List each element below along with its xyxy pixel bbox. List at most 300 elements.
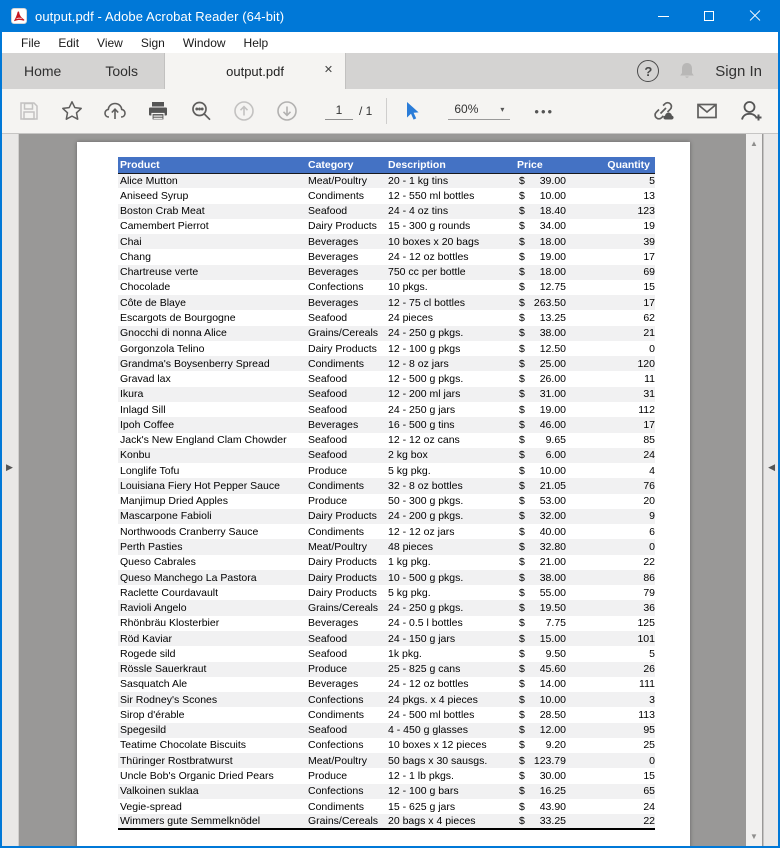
cell-qty: 26 bbox=[573, 662, 655, 677]
cell-qty: 0 bbox=[573, 753, 655, 768]
cell-desc: 24 - 0.5 l bottles bbox=[388, 617, 463, 630]
cell-product: Sirop d'érable bbox=[120, 708, 185, 721]
cell-product: Rhönbräu Klosterbier bbox=[120, 617, 220, 630]
cell-desc: 2 kg box bbox=[386, 448, 511, 463]
cell-qty: 31 bbox=[573, 387, 655, 402]
cell-desc: 20 bags x 4 pieces bbox=[386, 814, 511, 829]
cell-price bbox=[511, 295, 573, 310]
right-pane-strip[interactable] bbox=[763, 134, 778, 846]
cell-desc: 24 - 12 oz bottles bbox=[388, 250, 469, 263]
zoom-control[interactable] bbox=[448, 102, 510, 120]
cell-product: Manjimup Dried Apples bbox=[120, 495, 228, 508]
cell-product: Inlagd Sill bbox=[120, 403, 166, 416]
tab-tools[interactable]: Tools bbox=[105, 63, 139, 79]
notifications-bell-icon[interactable] bbox=[677, 60, 697, 82]
cell-category: Seafood bbox=[306, 387, 386, 402]
cell-price bbox=[511, 799, 573, 814]
currency-symbol: $ bbox=[519, 403, 525, 416]
cell-qty: 85 bbox=[643, 434, 655, 447]
price-amount: 9.20 bbox=[545, 739, 566, 752]
table-row bbox=[118, 463, 655, 478]
profile-button[interactable] bbox=[738, 98, 764, 124]
cell-price bbox=[511, 326, 573, 341]
cell-desc: 15 - 300 g rounds bbox=[388, 220, 471, 233]
price-amount: 38.00 bbox=[539, 327, 566, 340]
currency-symbol: $ bbox=[519, 357, 525, 370]
cell-qty: 24 bbox=[643, 800, 655, 813]
cell-qty: 15 bbox=[643, 281, 655, 294]
price-amount: 21.05 bbox=[539, 479, 566, 492]
cell-price bbox=[511, 570, 573, 585]
cell-category: Condiments bbox=[308, 708, 365, 721]
cell-price bbox=[511, 509, 573, 524]
scroll-up-icon[interactable]: ▲ bbox=[750, 139, 758, 148]
product-table bbox=[118, 157, 655, 830]
currency-symbol: $ bbox=[519, 312, 525, 325]
cell-desc: 50 - 300 g pkgs. bbox=[388, 495, 464, 508]
cell-product: Côte de Blaye bbox=[118, 295, 306, 310]
column-header-description: Description bbox=[386, 157, 511, 173]
price-amount: 31.00 bbox=[539, 388, 566, 401]
currency-symbol: $ bbox=[519, 800, 525, 813]
close-button[interactable] bbox=[732, 0, 778, 32]
cell-category: Meat/Poultry bbox=[306, 753, 386, 768]
price-amount: 12.00 bbox=[539, 724, 566, 737]
table-row bbox=[118, 341, 655, 356]
currency-symbol: $ bbox=[519, 739, 525, 752]
table-row bbox=[118, 310, 655, 325]
cell-qty: 101 bbox=[573, 631, 655, 646]
cell-category: Seafood bbox=[308, 403, 348, 416]
cell-price bbox=[511, 494, 573, 509]
currency-symbol: $ bbox=[519, 571, 525, 584]
price-amount: 21.00 bbox=[539, 556, 566, 569]
table-row bbox=[118, 356, 655, 371]
table-row bbox=[118, 692, 655, 707]
maximize-button[interactable] bbox=[686, 0, 732, 32]
cell-price bbox=[511, 600, 573, 615]
toolbar-divider bbox=[386, 98, 387, 124]
currency-symbol: $ bbox=[519, 510, 525, 523]
cell-qty: 69 bbox=[573, 265, 655, 280]
table-row bbox=[118, 753, 655, 768]
more-tools-button[interactable]: ••• bbox=[534, 103, 555, 119]
cell-qty: 25 bbox=[643, 739, 655, 752]
cell-price bbox=[511, 249, 573, 264]
currency-symbol: $ bbox=[519, 769, 525, 782]
table-row bbox=[118, 417, 655, 432]
cell-category: Meat/Poultry bbox=[306, 539, 386, 554]
price-amount: 19.00 bbox=[539, 250, 566, 263]
cell-desc: 24 - 250 g pkgs. bbox=[386, 326, 511, 341]
cell-price bbox=[511, 387, 573, 402]
cell-qty: 39 bbox=[573, 234, 655, 249]
search-tools-button[interactable] bbox=[188, 98, 214, 124]
person-add-icon bbox=[738, 99, 764, 123]
cell-category: Confections bbox=[306, 784, 386, 799]
price-amount: 40.00 bbox=[539, 525, 566, 538]
menu-item-sign[interactable]: Sign bbox=[140, 35, 165, 50]
title-bar bbox=[2, 0, 778, 32]
cell-desc: 24 - 500 ml bottles bbox=[388, 708, 475, 721]
cell-qty: 24 bbox=[573, 448, 655, 463]
price-amount: 33.25 bbox=[539, 815, 566, 828]
cell-category: Seafood bbox=[308, 373, 348, 386]
price-amount: 39.00 bbox=[539, 174, 566, 187]
table-row bbox=[118, 280, 655, 295]
cell-product: Teatime Chocolate Biscuits bbox=[120, 739, 247, 752]
cell-product: Camembert Pierrot bbox=[120, 220, 209, 233]
cell-product: Ravioli Angelo bbox=[118, 600, 306, 615]
table-row bbox=[118, 585, 655, 600]
table-row bbox=[118, 784, 655, 799]
table-row bbox=[118, 494, 655, 509]
price-amount: 10.00 bbox=[539, 464, 566, 477]
cell-product: Queso Cabrales bbox=[120, 556, 196, 569]
cell-category: Grains/Cereals bbox=[306, 600, 386, 615]
cell-qty: 22 bbox=[643, 556, 655, 569]
table-row bbox=[118, 173, 655, 188]
table-header-row bbox=[118, 157, 655, 173]
cell-desc: 15 - 625 g jars bbox=[388, 800, 456, 813]
star-icon bbox=[60, 99, 84, 123]
cell-desc: 25 - 825 g cans bbox=[386, 662, 511, 677]
cell-product: Thüringer Rostbratwurst bbox=[118, 753, 306, 768]
print-button[interactable] bbox=[145, 98, 171, 124]
cell-category: Confections bbox=[306, 692, 386, 707]
cell-product: Queso Manchego La Pastora bbox=[118, 570, 306, 585]
cell-category: Dairy Products bbox=[306, 570, 386, 585]
cell-desc: 50 bags x 30 sausgs. bbox=[386, 753, 511, 768]
selection-tool-button[interactable] bbox=[399, 98, 425, 124]
maximize-icon bbox=[704, 11, 714, 21]
table-row bbox=[118, 555, 655, 570]
cell-qty: 17 bbox=[643, 250, 655, 263]
cell-price bbox=[511, 463, 573, 478]
currency-symbol: $ bbox=[519, 495, 525, 508]
cell-desc: 12 - 1 lb pkgs. bbox=[388, 769, 454, 782]
table-row bbox=[118, 539, 655, 554]
cell-desc: 24 - 150 g jars bbox=[386, 631, 511, 646]
cell-qty: 0 bbox=[573, 539, 655, 554]
table-row bbox=[118, 814, 655, 829]
minimize-button[interactable] bbox=[640, 0, 686, 32]
cell-category: Meat/Poultry bbox=[306, 173, 386, 188]
cell-price bbox=[511, 524, 573, 539]
cell-product: Chai bbox=[118, 234, 306, 249]
table-row bbox=[118, 448, 655, 463]
cell-desc: 16 - 500 g tins bbox=[386, 417, 511, 432]
previous-page-button[interactable] bbox=[231, 98, 257, 124]
menu-item-view[interactable]: View bbox=[97, 35, 123, 50]
add-to-favorites-button[interactable] bbox=[59, 98, 85, 124]
cell-price bbox=[511, 585, 573, 600]
currency-symbol: $ bbox=[519, 754, 525, 767]
tab-home[interactable]: Home bbox=[24, 63, 62, 79]
cell-desc: 10 pkgs. bbox=[388, 281, 428, 294]
cell-desc: 12 - 12 oz cans bbox=[388, 434, 460, 447]
currency-symbol: $ bbox=[519, 556, 525, 569]
cell-desc: 10 boxes x 12 pieces bbox=[388, 739, 487, 752]
cell-qty: 13 bbox=[643, 189, 655, 202]
menu-item-edit[interactable]: Edit bbox=[58, 35, 80, 50]
table-row bbox=[118, 707, 655, 722]
price-amount: 10.00 bbox=[539, 189, 566, 202]
cell-desc: 32 - 8 oz bottles bbox=[386, 478, 511, 493]
tab-close-icon[interactable]: ✕ bbox=[323, 64, 334, 76]
price-amount: 53.00 bbox=[539, 495, 566, 508]
cell-product: Wimmers gute Semmelknödel bbox=[118, 814, 306, 829]
currency-symbol: $ bbox=[519, 342, 525, 355]
cell-price bbox=[511, 448, 573, 463]
table-row bbox=[118, 219, 655, 234]
cell-product: Louisiana Fiery Hot Pepper Sauce bbox=[118, 478, 306, 493]
table-row bbox=[118, 478, 655, 493]
cloud-upload-icon bbox=[103, 99, 127, 123]
currency-symbol: $ bbox=[519, 617, 525, 630]
currency-symbol: $ bbox=[519, 663, 525, 676]
table-row bbox=[118, 234, 655, 249]
window-title: output.pdf - Adobe Acrobat Reader (64-bit) bbox=[35, 8, 285, 24]
cell-qty: 19 bbox=[643, 220, 655, 233]
cell-desc: 24 - 250 g pkgs. bbox=[386, 600, 511, 615]
price-amount: 19.50 bbox=[539, 602, 566, 615]
table-row bbox=[118, 265, 655, 280]
table-row bbox=[118, 326, 655, 341]
adobe-pdf-icon bbox=[11, 8, 27, 24]
cell-product: Valkoinen suklaa bbox=[118, 784, 306, 799]
cell-desc: 12 - 12 oz jars bbox=[388, 525, 455, 538]
cell-price bbox=[511, 555, 573, 570]
menu-item-file[interactable]: File bbox=[21, 35, 41, 50]
cell-desc: 10 - 500 g pkgs. bbox=[386, 570, 511, 585]
cell-category: Dairy Products bbox=[308, 342, 377, 355]
cell-qty: 113 bbox=[638, 708, 655, 721]
menu-bar bbox=[2, 32, 778, 53]
toolbar bbox=[2, 89, 778, 134]
document-area bbox=[2, 134, 778, 846]
cell-qty: 112 bbox=[638, 403, 655, 416]
cell-product: Gorgonzola Telino bbox=[120, 342, 205, 355]
cell-qty: 120 bbox=[573, 356, 655, 371]
page-number-input[interactable]: 1 bbox=[325, 103, 353, 120]
link-cloud-icon bbox=[650, 99, 676, 123]
cell-qty: 17 bbox=[573, 417, 655, 432]
share-upload-button[interactable] bbox=[102, 98, 128, 124]
cell-price bbox=[511, 204, 573, 219]
table-row bbox=[118, 662, 655, 677]
next-page-button[interactable] bbox=[274, 98, 300, 124]
cell-product: Spegesild bbox=[118, 723, 306, 738]
price-amount: 19.00 bbox=[539, 403, 566, 416]
currency-symbol: $ bbox=[519, 174, 525, 187]
currency-symbol: $ bbox=[519, 418, 525, 431]
cell-product: Vegie-spread bbox=[120, 800, 182, 813]
column-header-category: Category bbox=[306, 157, 386, 173]
cell-product: Röd Kaviar bbox=[118, 631, 306, 646]
cell-category: Condiments bbox=[306, 356, 386, 371]
currency-symbol: $ bbox=[519, 205, 525, 218]
sign-in-button[interactable]: Sign In bbox=[715, 62, 762, 80]
cell-price bbox=[511, 280, 573, 295]
currency-symbol: $ bbox=[519, 525, 525, 538]
cell-price bbox=[511, 646, 573, 661]
cell-category: Beverages bbox=[308, 250, 359, 263]
cell-price bbox=[511, 234, 573, 249]
cell-category: Beverages bbox=[308, 617, 359, 630]
cell-price bbox=[511, 662, 573, 677]
table-row bbox=[118, 723, 655, 738]
cell-product: Sasquatch Ale bbox=[120, 678, 188, 691]
cell-desc: 24 pieces bbox=[388, 312, 433, 325]
cell-price bbox=[511, 723, 573, 738]
cell-desc: 1k pkg. bbox=[388, 647, 422, 660]
currency-symbol: $ bbox=[519, 678, 525, 691]
cell-category: Produce bbox=[308, 464, 348, 477]
cell-category: Produce bbox=[308, 495, 348, 508]
close-icon bbox=[749, 10, 761, 22]
expand-right-pane-icon[interactable]: ◀ bbox=[768, 461, 775, 472]
cell-product: Longlife Tofu bbox=[120, 464, 180, 477]
tab-document[interactable] bbox=[164, 53, 346, 89]
table-row bbox=[118, 570, 655, 585]
table-body bbox=[118, 173, 655, 829]
cell-price bbox=[511, 265, 573, 280]
cell-desc: 12 - 100 g pkgs bbox=[388, 342, 461, 355]
cell-category: Seafood bbox=[308, 647, 348, 660]
cell-desc: 20 - 1 kg tins bbox=[386, 173, 511, 188]
minimize-icon bbox=[658, 16, 669, 17]
table-row bbox=[118, 371, 655, 386]
cell-qty: 62 bbox=[643, 312, 655, 325]
cell-category: Seafood bbox=[306, 631, 386, 646]
price-amount: 32.80 bbox=[539, 541, 566, 553]
cell-category: Dairy Products bbox=[308, 220, 377, 233]
cell-price bbox=[511, 707, 573, 722]
send-email-button[interactable] bbox=[694, 98, 720, 124]
envelope-icon bbox=[695, 99, 719, 123]
price-amount: 18.00 bbox=[539, 235, 566, 248]
cell-qty: 9 bbox=[573, 509, 655, 524]
cell-desc: 24 - 200 g pkgs. bbox=[386, 509, 511, 524]
table-row bbox=[118, 600, 655, 615]
price-amount: 7.75 bbox=[545, 617, 566, 630]
cell-qty: 5 bbox=[649, 647, 655, 660]
cell-desc: 48 pieces bbox=[386, 539, 511, 554]
currency-symbol: $ bbox=[519, 586, 525, 599]
cell-desc: 24 - 12 oz bottles bbox=[388, 678, 469, 691]
cell-product: Konbu bbox=[118, 448, 306, 463]
page-total-label: / 1 bbox=[359, 104, 373, 118]
save-button[interactable] bbox=[16, 98, 42, 124]
cell-category: Beverages bbox=[306, 234, 386, 249]
cell-product: Mascarpone Fabioli bbox=[118, 509, 306, 524]
column-header-product: Product bbox=[118, 157, 306, 173]
cell-desc: 5 kg pkg. bbox=[388, 586, 431, 599]
share-link-button[interactable] bbox=[650, 98, 676, 124]
cell-category: Seafood bbox=[306, 723, 386, 738]
price-amount: 16.25 bbox=[539, 785, 566, 798]
price-amount: 43.90 bbox=[539, 800, 566, 813]
price-amount: 9.50 bbox=[545, 647, 566, 660]
price-amount: 14.00 bbox=[539, 678, 566, 691]
currency-symbol: $ bbox=[519, 815, 525, 828]
help-icon[interactable]: ? bbox=[637, 60, 659, 82]
currency-symbol: $ bbox=[519, 220, 525, 233]
currency-symbol: $ bbox=[519, 296, 525, 309]
cell-desc: 12 - 75 cl bottles bbox=[386, 295, 511, 310]
cell-price bbox=[511, 371, 573, 386]
cell-qty: 111 bbox=[639, 678, 655, 691]
search-icon bbox=[189, 99, 213, 123]
cell-product: Gravad lax bbox=[120, 373, 171, 386]
cell-category: Confections bbox=[308, 739, 364, 752]
table-row bbox=[118, 677, 655, 692]
printer-icon bbox=[146, 99, 170, 123]
cell-qty: 5 bbox=[573, 173, 655, 188]
chevron-down-icon: ▾ bbox=[500, 104, 505, 114]
left-pane-strip[interactable] bbox=[2, 134, 19, 846]
column-header-quantity: Quantity bbox=[573, 157, 655, 173]
menu-item-help[interactable]: Help bbox=[243, 35, 269, 50]
currency-symbol: $ bbox=[519, 708, 525, 721]
expand-left-pane-icon[interactable]: ▶ bbox=[6, 461, 13, 472]
cell-qty: 15 bbox=[643, 769, 655, 782]
price-amount: 10.00 bbox=[539, 693, 566, 706]
menu-item-window[interactable]: Window bbox=[182, 35, 226, 50]
price-amount: 12.50 bbox=[539, 342, 566, 355]
table-row bbox=[118, 249, 655, 264]
cell-category: Condiments bbox=[308, 525, 365, 538]
cell-category: Produce bbox=[308, 769, 348, 782]
cell-qty: 21 bbox=[573, 326, 655, 341]
cell-desc: 12 - 8 oz jars bbox=[386, 356, 511, 371]
cell-product: Raclette Courdavault bbox=[120, 586, 219, 599]
cell-price bbox=[511, 402, 573, 417]
table-row bbox=[118, 799, 655, 814]
currency-symbol: $ bbox=[519, 632, 525, 645]
table-row bbox=[118, 524, 655, 539]
cell-desc: 24 - 250 g jars bbox=[388, 403, 456, 416]
cell-category: Condiments bbox=[306, 478, 386, 493]
price-amount: 28.50 bbox=[539, 708, 566, 721]
vertical-scrollbar[interactable] bbox=[746, 134, 762, 846]
price-amount: 25.00 bbox=[539, 357, 566, 370]
cell-qty: 6 bbox=[649, 525, 655, 538]
cell-desc: 1 kg pkg. bbox=[388, 556, 431, 569]
cell-category: Grains/Cereals bbox=[306, 814, 386, 829]
currency-symbol: $ bbox=[519, 724, 525, 737]
cell-price bbox=[511, 188, 573, 203]
cell-category: Dairy Products bbox=[308, 556, 377, 569]
cell-product: Ipoh Coffee bbox=[118, 417, 306, 432]
currency-symbol: $ bbox=[519, 464, 525, 477]
cell-price bbox=[511, 692, 573, 707]
scroll-down-icon[interactable]: ▼ bbox=[750, 832, 758, 841]
cell-product: Gnocchi di nonna Alice bbox=[118, 326, 306, 341]
price-amount: 38.00 bbox=[539, 571, 566, 584]
cell-qty: 125 bbox=[637, 617, 655, 630]
table-row bbox=[118, 204, 655, 219]
cell-product: Rössle Sauerkraut bbox=[118, 662, 306, 677]
cell-product: Jack's New England Clam Chowder bbox=[120, 434, 287, 447]
currency-symbol: $ bbox=[519, 434, 525, 447]
currency-symbol: $ bbox=[519, 602, 525, 615]
currency-symbol: $ bbox=[519, 281, 525, 294]
currency-symbol: $ bbox=[519, 235, 525, 248]
cell-category: Confections bbox=[308, 281, 364, 294]
cell-qty: 20 bbox=[643, 495, 655, 508]
